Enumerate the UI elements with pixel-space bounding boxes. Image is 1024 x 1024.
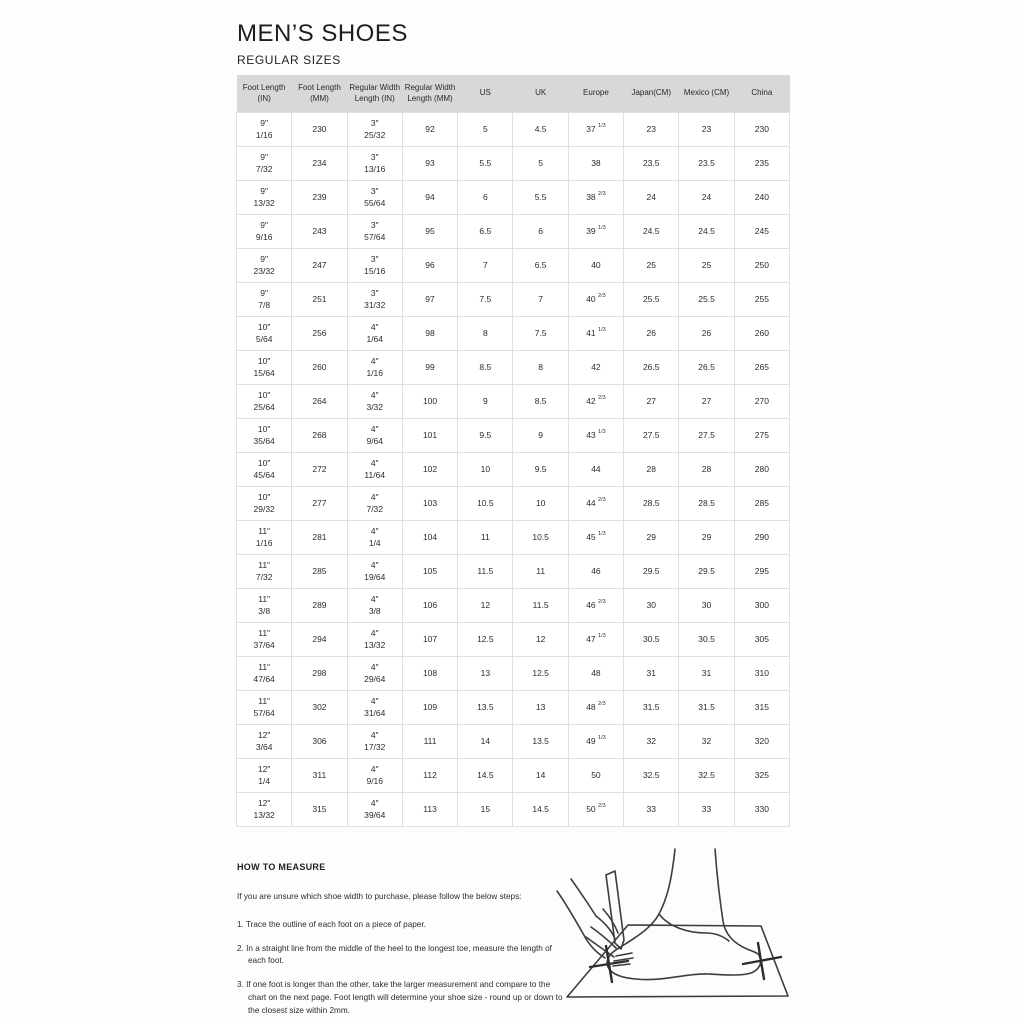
table-cell: 37 $^{1/3}$ — [568, 112, 623, 146]
table-cell: 310 — [734, 656, 789, 690]
table-cell: 46 — [568, 554, 623, 588]
table-cell: 33 — [679, 792, 734, 826]
table-cell: 280 — [734, 452, 789, 486]
table-cell: 315 — [292, 792, 347, 826]
table-cell: 27 — [679, 384, 734, 418]
title-block — [237, 20, 408, 67]
table-cell: 48 — [568, 656, 623, 690]
table-cell: 285 — [734, 486, 789, 520]
table-cell: 11" 7/32 — [237, 554, 292, 588]
table-cell: 40 — [568, 248, 623, 282]
table-cell: 10" 5/64 — [237, 316, 292, 350]
table-row — [237, 112, 790, 146]
table-cell: 3" 55/64 — [347, 180, 402, 214]
table-cell: 101 — [402, 418, 457, 452]
table-cell: 42 $^{2/3}$ — [568, 384, 623, 418]
table-cell: 100 — [402, 384, 457, 418]
table-cell: 11" 1/16 — [237, 520, 292, 554]
measure-steps — [237, 919, 567, 1017]
size-table-head — [237, 75, 790, 112]
column-header: Regular Width Length (MM) — [402, 75, 457, 112]
table-row — [237, 486, 790, 520]
table-cell: 47 $^{1/3}$ — [568, 622, 623, 656]
table-cell: 28.5 — [679, 486, 734, 520]
table-cell: 15 — [458, 792, 513, 826]
table-cell: 7.5 — [458, 282, 513, 316]
table-cell: 11.5 — [458, 554, 513, 588]
table-cell: 5.5 — [458, 146, 513, 180]
table-cell: 306 — [292, 724, 347, 758]
table-cell: 10" 25/64 — [237, 384, 292, 418]
table-row — [237, 758, 790, 792]
table-cell: 4" 39/64 — [347, 792, 402, 826]
table-cell: 92 — [402, 112, 457, 146]
table-cell: 7 — [513, 282, 568, 316]
table-row — [237, 622, 790, 656]
table-cell: 4" 9/64 — [347, 418, 402, 452]
table-cell: 4" 11/64 — [347, 452, 402, 486]
table-cell: 96 — [402, 248, 457, 282]
table-cell: 260 — [292, 350, 347, 384]
table-cell: 243 — [292, 214, 347, 248]
table-cell: 103 — [402, 486, 457, 520]
how-to-measure-intro: If you are unsure which shoe width to purchase, please follow the below steps: — [237, 892, 522, 901]
table-cell: 9" 7/32 — [237, 146, 292, 180]
table-cell: 29.5 — [679, 554, 734, 588]
finger-line — [591, 927, 616, 948]
table-row — [237, 690, 790, 724]
table-row — [237, 554, 790, 588]
table-cell: 26 — [624, 316, 679, 350]
table-cell: 315 — [734, 690, 789, 724]
fraction-superscript: 1/3 — [598, 327, 606, 334]
table-row — [237, 316, 790, 350]
fraction-superscript: 2/3 — [598, 701, 606, 708]
table-cell: 10 — [458, 452, 513, 486]
table-row — [237, 180, 790, 214]
table-cell: 290 — [734, 520, 789, 554]
table-cell: 25.5 — [679, 282, 734, 316]
table-cell: 4" 1/64 — [347, 316, 402, 350]
table-cell: 24.5 — [624, 214, 679, 248]
table-row — [237, 656, 790, 690]
table-cell: 320 — [734, 724, 789, 758]
table-cell: 27 — [624, 384, 679, 418]
table-cell: 12.5 — [513, 656, 568, 690]
fraction-superscript: 2/3 — [598, 293, 606, 300]
table-row — [237, 520, 790, 554]
table-cell: 10.5 — [458, 486, 513, 520]
table-cell: 14.5 — [458, 758, 513, 792]
table-cell: 13 — [513, 690, 568, 724]
table-cell: 11" 57/64 — [237, 690, 292, 724]
table-row — [237, 282, 790, 316]
table-cell: 30 — [624, 588, 679, 622]
table-cell: 10.5 — [513, 520, 568, 554]
table-cell: 14 — [458, 724, 513, 758]
table-cell: 12" 1/4 — [237, 758, 292, 792]
table-cell: 12.5 — [458, 622, 513, 656]
fraction-superscript: 1/3 — [598, 633, 606, 640]
table-cell: 8 — [458, 316, 513, 350]
measure-step: 3. If one foot is longer than the other, take the larger measurement and compare to the chart on the next page. Foot length will determine your shoe size - round up or down to the closest size within 2mm. — [237, 980, 563, 1015]
table-row — [237, 248, 790, 282]
fraction-superscript: 1/3 — [598, 531, 606, 538]
table-cell: 29.5 — [624, 554, 679, 588]
column-header: Foot Length (IN) — [237, 75, 292, 112]
table-cell: 6 — [458, 180, 513, 214]
table-cell: 289 — [292, 588, 347, 622]
table-cell: 24 — [624, 180, 679, 214]
table-cell: 239 — [292, 180, 347, 214]
table-cell: 95 — [402, 214, 457, 248]
fraction-superscript: 1/3 — [598, 735, 606, 742]
table-cell: 5 — [458, 112, 513, 146]
table-cell: 10" 29/32 — [237, 486, 292, 520]
table-cell: 40 $^{2/3}$ — [568, 282, 623, 316]
table-row — [237, 792, 790, 826]
table-cell: 9.5 — [513, 452, 568, 486]
fraction-superscript: 2/3 — [598, 497, 606, 504]
table-cell: 43 $^{1/3}$ — [568, 418, 623, 452]
table-cell: 13.5 — [458, 690, 513, 724]
table-cell: 4" 17/32 — [347, 724, 402, 758]
table-cell: 93 — [402, 146, 457, 180]
measure-step: 2. In a straight line from the middle of the heel to the longest toe, measure the length of each foot. — [237, 943, 552, 966]
table-cell: 255 — [734, 282, 789, 316]
column-header: Regular Width Length (IN) — [347, 75, 402, 112]
fraction-superscript: 1/3 — [598, 429, 606, 436]
table-cell: 295 — [734, 554, 789, 588]
table-cell: 11 — [513, 554, 568, 588]
table-cell: 97 — [402, 282, 457, 316]
table-cell: 11" 37/64 — [237, 622, 292, 656]
how-to-measure-section — [237, 862, 567, 1024]
table-cell: 38 — [568, 146, 623, 180]
table-row — [237, 384, 790, 418]
table-row — [237, 452, 790, 486]
column-header: Europe — [568, 75, 623, 112]
table-cell: 8 — [513, 350, 568, 384]
table-cell: 3" 15/16 — [347, 248, 402, 282]
table-cell: 28.5 — [624, 486, 679, 520]
table-cell: 108 — [402, 656, 457, 690]
size-table-body — [237, 112, 790, 826]
table-cell: 230 — [292, 112, 347, 146]
table-cell: 29 — [624, 520, 679, 554]
table-cell: 4.5 — [513, 112, 568, 146]
table-cell: 23.5 — [679, 146, 734, 180]
fraction-superscript: 1/3 — [598, 225, 606, 232]
table-cell: 240 — [734, 180, 789, 214]
table-row — [237, 724, 790, 758]
table-cell: 234 — [292, 146, 347, 180]
table-cell: 31 — [679, 656, 734, 690]
table-cell: 32 — [624, 724, 679, 758]
table-cell: 102 — [402, 452, 457, 486]
table-cell: 4" 31/64 — [347, 690, 402, 724]
table-cell: 45 $^{1/3}$ — [568, 520, 623, 554]
table-cell: 4" 7/32 — [347, 486, 402, 520]
table-cell: 272 — [292, 452, 347, 486]
table-cell: 23.5 — [624, 146, 679, 180]
table-cell: 281 — [292, 520, 347, 554]
table-cell: 49 $^{1/3}$ — [568, 724, 623, 758]
table-cell: 13 — [458, 656, 513, 690]
arm-outer-line — [557, 891, 605, 958]
table-cell: 298 — [292, 656, 347, 690]
table-cell: 8.5 — [458, 350, 513, 384]
table-cell: 302 — [292, 690, 347, 724]
table-cell: 48 $^{2/3}$ — [568, 690, 623, 724]
table-cell: 106 — [402, 588, 457, 622]
column-header: UK — [513, 75, 568, 112]
column-header: Foot Length (MM) — [292, 75, 347, 112]
table-cell: 99 — [402, 350, 457, 384]
table-cell: 256 — [292, 316, 347, 350]
table-cell: 111 — [402, 724, 457, 758]
table-cell: 42 — [568, 350, 623, 384]
table-cell: 32.5 — [624, 758, 679, 792]
table-cell: 4" 1/16 — [347, 350, 402, 384]
column-header: US — [458, 75, 513, 112]
page-title: MEN’S SHOES — [237, 20, 408, 47]
table-cell: 300 — [734, 588, 789, 622]
table-cell: 94 — [402, 180, 457, 214]
table-cell: 12" 3/64 — [237, 724, 292, 758]
table-cell: 12 — [458, 588, 513, 622]
table-cell: 14 — [513, 758, 568, 792]
table-cell: 13.5 — [513, 724, 568, 758]
table-cell: 6.5 — [458, 214, 513, 248]
table-cell: 251 — [292, 282, 347, 316]
column-header: Mexico (CM) — [679, 75, 734, 112]
table-cell: 247 — [292, 248, 347, 282]
table-cell: 4" 19/64 — [347, 554, 402, 588]
page-subtitle: REGULAR SIZES — [237, 53, 341, 67]
foot-tracing-illustration — [555, 845, 805, 1015]
table-cell: 3" 13/16 — [347, 146, 402, 180]
table-cell: 32 — [679, 724, 734, 758]
table-cell: 25 — [624, 248, 679, 282]
table-cell: 265 — [734, 350, 789, 384]
leg-back-heel-line — [715, 849, 759, 955]
table-cell: 250 — [734, 248, 789, 282]
arm-inner-line — [571, 879, 596, 916]
table-cell: 4" 3/32 — [347, 384, 402, 418]
table-cell: 3" 57/64 — [347, 214, 402, 248]
table-cell: 4" 3/8 — [347, 588, 402, 622]
table-cell: 11.5 — [513, 588, 568, 622]
foot-tracing-drawing — [555, 845, 805, 1015]
table-cell: 109 — [402, 690, 457, 724]
table-cell: 11" 47/64 — [237, 656, 292, 690]
table-cell: 7.5 — [513, 316, 568, 350]
table-cell: 4" 1/4 — [347, 520, 402, 554]
table-cell: 9" 1/16 — [237, 112, 292, 146]
table-row — [237, 588, 790, 622]
table-cell: 31.5 — [679, 690, 734, 724]
table-cell: 46 $^{2/3}$ — [568, 588, 623, 622]
table-cell: 12 — [513, 622, 568, 656]
table-cell: 30.5 — [624, 622, 679, 656]
table-cell: 270 — [734, 384, 789, 418]
fraction-superscript: 2/3 — [598, 803, 606, 810]
table-cell: 305 — [734, 622, 789, 656]
table-cell: 11" 3/8 — [237, 588, 292, 622]
table-cell: 4" 29/64 — [347, 656, 402, 690]
table-cell: 10" 15/64 — [237, 350, 292, 384]
table-cell: 10" 45/64 — [237, 452, 292, 486]
table-cell: 9" 7/8 — [237, 282, 292, 316]
measure-step: 1. Trace the outline of each foot on a piece of paper. — [237, 920, 426, 929]
table-cell: 9" 9/16 — [237, 214, 292, 248]
instep-line — [659, 914, 729, 941]
leg-front-line — [619, 849, 675, 948]
table-cell: 38 $^{2/3}$ — [568, 180, 623, 214]
table-cell: 31.5 — [624, 690, 679, 724]
table-cell: 44 $^{2/3}$ — [568, 486, 623, 520]
table-cell: 3" 25/32 — [347, 112, 402, 146]
table-cell: 14.5 — [513, 792, 568, 826]
pencil — [606, 871, 624, 949]
table-cell: 26.5 — [624, 350, 679, 384]
column-header: China — [734, 75, 789, 112]
table-cell: 50 $^{2/3}$ — [568, 792, 623, 826]
table-cell: 264 — [292, 384, 347, 418]
table-cell: 23 — [679, 112, 734, 146]
table-cell: 9.5 — [458, 418, 513, 452]
table-cell: 98 — [402, 316, 457, 350]
how-to-measure-heading: HOW TO MEASURE — [237, 862, 326, 872]
table-cell: 112 — [402, 758, 457, 792]
size-table — [236, 75, 790, 827]
fraction-superscript: 2/3 — [598, 191, 606, 198]
table-cell: 9" 13/32 — [237, 180, 292, 214]
table-cell: 26 — [679, 316, 734, 350]
table-cell: 30.5 — [679, 622, 734, 656]
table-cell: 28 — [679, 452, 734, 486]
column-header: Japan(CM) — [624, 75, 679, 112]
table-cell: 25 — [679, 248, 734, 282]
table-cell: 113 — [402, 792, 457, 826]
table-cell: 39 $^{1/3}$ — [568, 214, 623, 248]
table-cell: 268 — [292, 418, 347, 452]
table-row — [237, 214, 790, 248]
table-cell: 33 — [624, 792, 679, 826]
table-cell: 325 — [734, 758, 789, 792]
table-cell: 6.5 — [513, 248, 568, 282]
table-cell: 9 — [513, 418, 568, 452]
table-cell: 27.5 — [624, 418, 679, 452]
table-cell: 31 — [624, 656, 679, 690]
table-cell: 26.5 — [679, 350, 734, 384]
table-row — [237, 418, 790, 452]
table-cell: 11 — [458, 520, 513, 554]
table-cell: 235 — [734, 146, 789, 180]
table-cell: 104 — [402, 520, 457, 554]
table-cell: 27.5 — [679, 418, 734, 452]
table-cell: 24 — [679, 180, 734, 214]
table-cell: 330 — [734, 792, 789, 826]
table-cell: 28 — [624, 452, 679, 486]
table-cell: 294 — [292, 622, 347, 656]
table-cell: 12" 13/32 — [237, 792, 292, 826]
table-cell: 245 — [734, 214, 789, 248]
size-table-header-row — [237, 75, 790, 112]
table-cell: 230 — [734, 112, 789, 146]
table-cell: 4" 9/16 — [347, 758, 402, 792]
fraction-superscript: 1/3 — [598, 123, 606, 130]
table-cell: 5 — [513, 146, 568, 180]
table-cell: 24.5 — [679, 214, 734, 248]
table-row — [237, 146, 790, 180]
table-cell: 8.5 — [513, 384, 568, 418]
table-cell: 9" 23/32 — [237, 248, 292, 282]
table-cell: 275 — [734, 418, 789, 452]
table-cell: 4" 13/32 — [347, 622, 402, 656]
table-cell: 25.5 — [624, 282, 679, 316]
table-cell: 23 — [624, 112, 679, 146]
table-cell: 32.5 — [679, 758, 734, 792]
table-cell: 50 — [568, 758, 623, 792]
table-cell: 105 — [402, 554, 457, 588]
table-row — [237, 350, 790, 384]
fraction-superscript: 2/3 — [598, 599, 606, 606]
table-cell: 7 — [458, 248, 513, 282]
table-cell: 9 — [458, 384, 513, 418]
table-cell: 44 — [568, 452, 623, 486]
table-cell: 277 — [292, 486, 347, 520]
table-cell: 3" 31/32 — [347, 282, 402, 316]
fraction-superscript: 2/3 — [598, 395, 606, 402]
table-cell: 107 — [402, 622, 457, 656]
table-cell: 285 — [292, 554, 347, 588]
table-cell: 10 — [513, 486, 568, 520]
table-cell: 10" 35/64 — [237, 418, 292, 452]
table-cell: 6 — [513, 214, 568, 248]
table-cell: 41 $^{1/3}$ — [568, 316, 623, 350]
table-cell: 260 — [734, 316, 789, 350]
table-cell: 5.5 — [513, 180, 568, 214]
table-cell: 311 — [292, 758, 347, 792]
table-cell: 29 — [679, 520, 734, 554]
table-cell: 30 — [679, 588, 734, 622]
